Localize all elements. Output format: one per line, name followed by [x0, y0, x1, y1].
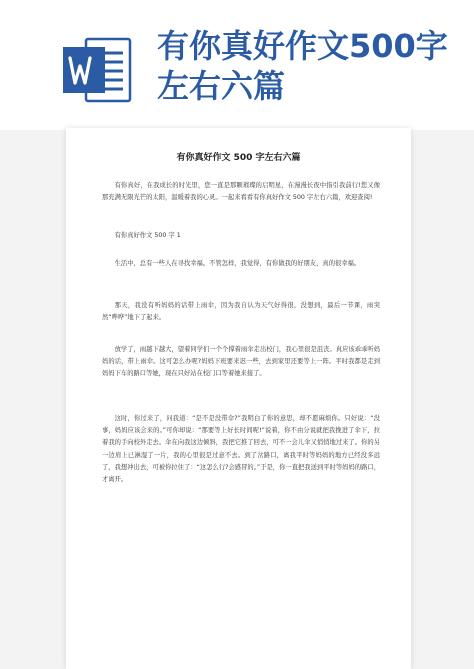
document-title: 有你真好作文 500 字左右六篇	[176, 153, 301, 163]
document-page	[66, 128, 411, 669]
section-heading: 有你真好作文 500 字 1	[114, 232, 181, 239]
paragraph: 这时，你过来了，问我道：“是不是没带伞?”我明白了你的意思，却不愿麻烦你。只好说：“没事，妈妈应该会来的。”可你却说：“那要等上好长时间呢!”说着，你不由分说就把我挽进了伞下，拉着我的手向校外走去。伞在向我这边倾斜，我把它推了回去，可不一会儿伞又悄悄地过来了。你的另一边肩上已淋湿了一片，我的心里很是过意不去。到了岔路口，离我平时等妈妈的地方已经没多远了，我想冲出去，可被你拉住了：“这怎么行?会感冒的。”于是，你一直把我送到平时等妈妈的路口，才离开。	[102, 415, 380, 484]
paragraph: 放学了，雨越下越大，望着同学们一个个撑着雨伞走出校门，我心里很是沮丧。真应该乖乖听妈妈的话，带上雨伞。这可怎么办呢?妈妈下班要来迟一些，去到家里还要等上一阵。平时我都是走到妈妈下车的路口等她，现在只好站在校门口等着她来接了。	[102, 346, 380, 378]
page-title: 有你真好作文500字左右六篇	[157, 27, 448, 105]
word-document-icon	[60, 33, 134, 107]
paragraph: 那天，我没有听妈妈的话带上雨伞，因为我自认为天气好得很，没想到，最后一节课，雨突然“哗哗”地下了起来。	[102, 302, 380, 322]
paragraph-intro: 有你真好，在我成长的时光里，您一直是那颗璀璨的启明星，在漫漫长夜中指引我前行!您又像那充满无限光芒的太阳，温暖着我的心灵。一起来看看有你真好作文 500 字左右六篇，欢迎查阅!	[102, 182, 380, 202]
paragraph: 生活中，总有一些人在寻找幸福。不管怎样，我觉得，有你做我的好朋友，真的很幸福。	[114, 260, 361, 267]
header-banner	[0, 0, 474, 130]
